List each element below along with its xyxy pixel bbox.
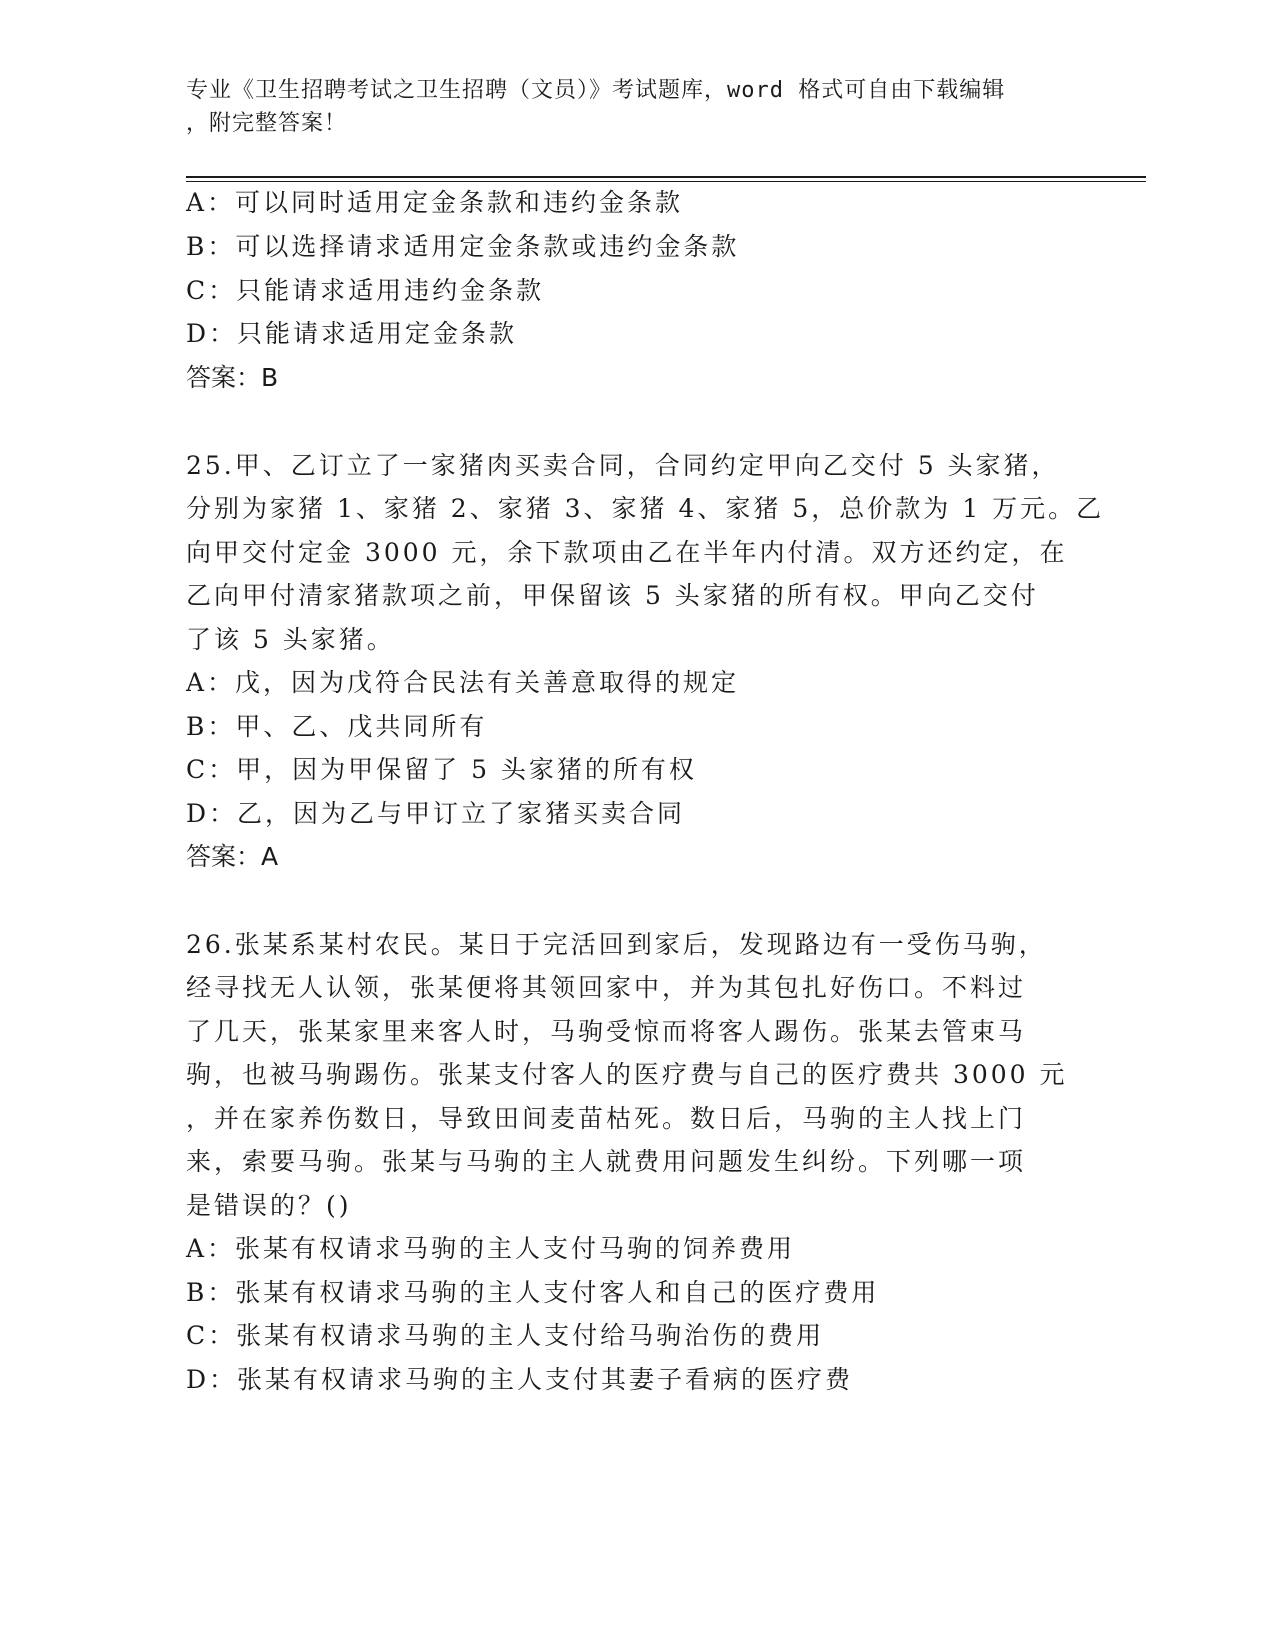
q25-stem-line: 25.甲、乙订立了一家猪肉买卖合同，合同约定甲向乙交付 5 头家猪， [186, 451, 1060, 480]
header-line-1: 专业《卫生招聘考试之卫生招聘（文员）》考试题库，word 格式可自由下载编辑 [186, 78, 1006, 103]
q26-option-a: A：张某有权请求马驹的主人支付马驹的饲养费用 [186, 1234, 796, 1263]
q25-stem-line: 分别为家猪 1、家猪 2、家猪 3、家猪 4、家猪 5，总价款为 1 万元。乙 [186, 494, 1105, 523]
q26-option-d: D：张某有权请求马驹的主人支付其妻子看病的医疗费 [186, 1365, 854, 1394]
q25-option-b: B：甲、乙、戊共同所有 [186, 712, 488, 741]
header-line-2: ，附完整答案！ [186, 111, 348, 136]
q26-stem-line: 是错误的？() [186, 1191, 352, 1220]
q26-option-b: B：张某有权请求马驹的主人支付客人和自己的医疗费用 [186, 1278, 880, 1307]
q26-stem-line: 驹，也被马驹踢伤。张某支付客人的医疗费与自己的医疗费共 3000 元 [186, 1060, 1068, 1089]
q26-option-c: C：张某有权请求马驹的主人支付给马驹治伤的费用 [186, 1321, 825, 1350]
document-header [186, 74, 1086, 140]
q25-stem-line: 乙向甲付清家猪款项之前，甲保留该 5 头家猪的所有权。甲向乙交付 [186, 581, 1039, 610]
q25-answer: 答案：A [186, 842, 279, 871]
q26-stem-line: 来，索要马驹。张某与马驹的主人就费用问题发生纠纷。下列哪一项 [186, 1147, 1027, 1176]
q26-stem-line: 26.张某系某村农民。某日于完活回到家后，发现路边有一受伤马驹， [186, 930, 1047, 959]
q25-option-d: D：乙，因为乙与甲订立了家猪买卖合同 [186, 799, 686, 828]
q24-option-d: D：只能请求适用定金条款 [186, 319, 518, 348]
q26-stem-line: ，并在家养伤数日，导致田间麦苗枯死。数日后，马驹的主人找上门 [186, 1104, 1027, 1133]
q25-option-c: C：甲，因为甲保留了 5 头家猪的所有权 [186, 755, 697, 784]
q25-stem-line: 向甲交付定金 3000 元，余下款项由乙在半年内付清。双方还约定，在 [186, 538, 1068, 567]
header-divider-thin [186, 181, 1146, 182]
q25-option-a: A：戊，因为戊符合民法有关善意取得的规定 [186, 668, 740, 697]
q25-stem-line: 了该 5 头家猪。 [186, 625, 395, 654]
header-divider-thick [186, 176, 1146, 178]
q24-option-b: B：可以选择请求适用定金条款或违约金条款 [186, 232, 740, 261]
q24-option-a: A：可以同时适用定金条款和违约金条款 [186, 188, 684, 217]
q24-answer: 答案：B [186, 363, 279, 392]
q26-stem-line: 经寻找无人认领，张某便将其领回家中，并为其包扎好伤口。不料过 [186, 973, 1027, 1002]
q24-option-c: C：只能请求适用违约金条款 [186, 276, 545, 305]
q26-stem-line: 了几天，张某家里来客人时，马驹受惊而将客人踢伤。张某去管束马 [186, 1017, 1027, 1046]
